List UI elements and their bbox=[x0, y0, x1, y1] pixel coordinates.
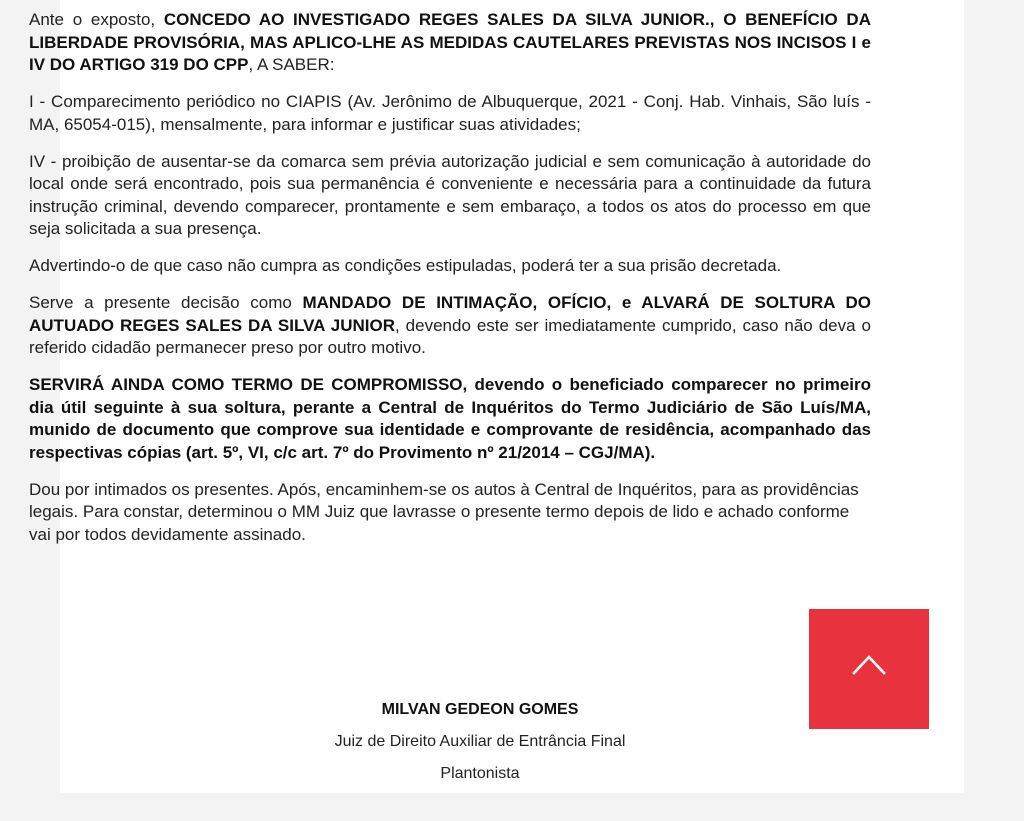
paragraph-measure-i: I - Comparecimento periódico no CIAPIS (Av. Jerônimo de Albuquerque, 2021 - Conj. Hab. Vinhais, São luís - MA, 65054-015), mensalmente, para informar e justificar suas atividades; bbox=[29, 92, 871, 134]
decision-bold-text: CONCEDO AO INVESTIGADO REGES SALES DA SILVA JUNIOR., O BENEFÍCIO DA LIBERDADE PROVISÓRIA, MAS APLICO-LHE AS MEDIDAS CAUTELARES PREVISTAS NOS INCISOS I e IV DO ARTIGO 319 DO CPP bbox=[29, 10, 871, 74]
scroll-to-top-button[interactable] bbox=[809, 609, 929, 729]
signatory-duty: Plantonista bbox=[440, 765, 520, 782]
paragraph-commitment: SERVIRÁ AINDA COMO TERMO DE COMPROMISSO, devendo o beneficiado comparecer no primeiro dia útil seguinte à sua soltura, perante a Central de Inquéritos do Termo Judiciário de São Luís/MA, munido de documento que comprove sua identidade e comprovante de residência, acompanhado das respectivas cópias (art. 5º, VI, c/c art. 7º do Provimento nº 21/2014 – CGJ/MA). bbox=[29, 375, 871, 462]
paragraph-measure-iv: IV - proibição de ausentar-se da comarca sem prévia autorização judicial e sem comunicação à autoridade do local onde será encontrado, pois sua permanência é conveniente e necessária para a continuidade da futura instrução criminal, devendo comparecer, prontamente e sem embaraço, a todos os atos do processo em que seja solicitada a sua presença. bbox=[29, 151, 871, 238]
paragraph-decision: Ante o exposto, CONCEDO AO INVESTIGADO REGES SALES DA SILVA JUNIOR., O BENEFÍCIO DA LIBERDADE PROVISÓRIA, MAS APLICO-LHE AS MEDIDAS CAUTELARES PREVISTAS NOS INCISOS I e IV DO ARTIGO 319 DO CPP, A SABER: bbox=[29, 10, 871, 74]
chevron-up-icon bbox=[852, 653, 886, 675]
signatory-name: MILVAN GEDEON GOMES bbox=[381, 701, 579, 718]
paragraph-warning: Advertindo-o de que caso não cumpra as condições estipuladas, poderá ter a sua prisão decretada. bbox=[29, 256, 782, 275]
paragraph-mandate: Serve a presente decisão como MANDADO DE INTIMAÇÃO, OFÍCIO, e ALVARÁ DE SOLTURA DO AUTUADO REGES SALES DA SILVA JUNIOR, devendo este ser imediatamente cumprido, caso não deva o referido cidadão permanecer preso por outro motivo. bbox=[29, 293, 871, 357]
document-body bbox=[29, 9, 871, 561]
signatory-role: Juiz de Direito Auxiliar de Entrância Final bbox=[334, 733, 626, 750]
paragraph-closing: Dou por intimados os presentes. Após, encaminhem-se os autos à Central de Inquéritos, para as providências legais. Para constar, determinou o MM Juiz que lavrasse o presente termo depois de lido e achado conforme vai por todos devidamente assinado. bbox=[29, 479, 859, 544]
mandate-bold-text: MANDADO DE INTIMAÇÃO, OFÍCIO, e ALVARÁ DE SOLTURA DO AUTUADO REGES SALES DA SILVA JUNIOR bbox=[29, 293, 871, 335]
